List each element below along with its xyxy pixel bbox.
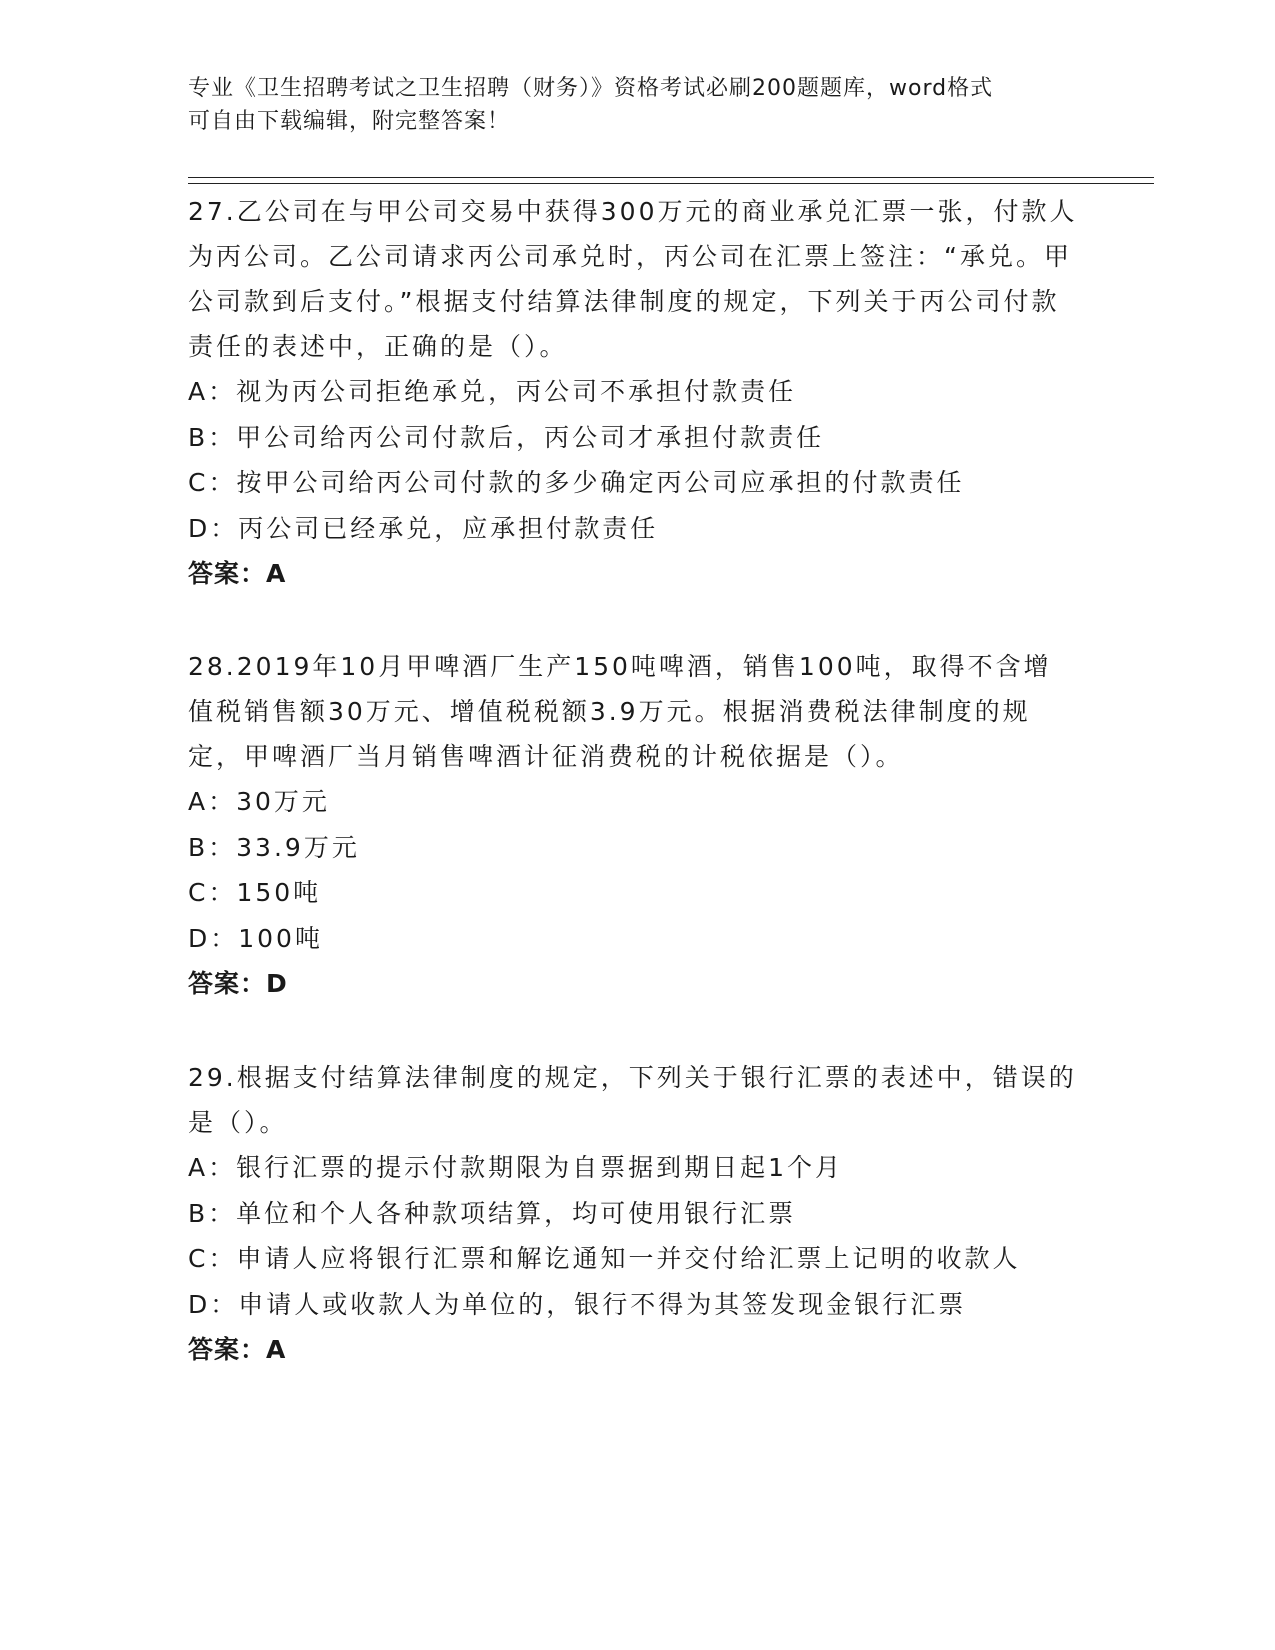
question-stem: 29.根据支付结算法律制度的规定，下列关于银行汇票的表述中，错误的是（）。 bbox=[188, 1063, 1077, 1137]
document-header bbox=[188, 72, 1088, 138]
header-line-1: 专业《卫生招聘考试之卫生招聘（财务）》资格考试必刷200题题库，word格式 bbox=[188, 76, 994, 101]
option-d: D：丙公司已经承兑，应承担付款责任 bbox=[188, 513, 659, 543]
option-c: C：按甲公司给丙公司付款的多少确定丙公司应承担的付款责任 bbox=[188, 468, 965, 497]
question-28 bbox=[188, 644, 1078, 1007]
option-a: A：30万元 bbox=[188, 787, 330, 816]
header-divider-bottom bbox=[188, 183, 1154, 184]
answer-line: 答案：A bbox=[188, 1335, 287, 1364]
header-line-2: 可自由下载编辑，附完整答案！ bbox=[188, 109, 511, 134]
question-stem: 28.2019年10月甲啤酒厂生产150吨啤酒，销售100吨，取得不含增值税销售额30万元、增值税税额3.9万元。根据消费税法律制度的规定，甲啤酒厂当月销售啤酒计征消费税的计税依据是（）。 bbox=[188, 652, 1052, 771]
option-b: B：33.9万元 bbox=[188, 832, 360, 862]
header-divider-top bbox=[188, 177, 1154, 178]
option-a: A：银行汇票的提示付款期限为自票据到期日起1个月 bbox=[188, 1153, 844, 1182]
option-a: A：视为丙公司拒绝承兑，丙公司不承担付款责任 bbox=[188, 377, 797, 406]
option-b: B：甲公司给丙公司付款后，丙公司才承担付款责任 bbox=[188, 422, 825, 452]
question-27 bbox=[188, 189, 1078, 597]
option-b: B：单位和个人各种款项结算，均可使用银行汇票 bbox=[188, 1198, 797, 1228]
option-d: D：申请人或收款人为单位的，银行不得为其签发现金银行汇票 bbox=[188, 1289, 967, 1319]
question-29 bbox=[188, 1055, 1078, 1373]
answer-line: 答案：D bbox=[188, 969, 288, 998]
answer-line: 答案：A bbox=[188, 559, 287, 588]
option-d: D：100吨 bbox=[188, 923, 323, 953]
option-c: C：申请人应将银行汇票和解讫通知一并交付给汇票上记明的收款人 bbox=[188, 1244, 1021, 1273]
option-c: C：150吨 bbox=[188, 878, 322, 907]
question-stem: 27.乙公司在与甲公司交易中获得300万元的商业承兑汇票一张，付款人为丙公司。乙公司请求丙公司承兑时，丙公司在汇票上签注：“承兑。甲公司款到后支付。”根据支付结算法律制度的规定，下列关于丙公司付款责任的表述中，正确的是（）。 bbox=[188, 197, 1078, 361]
